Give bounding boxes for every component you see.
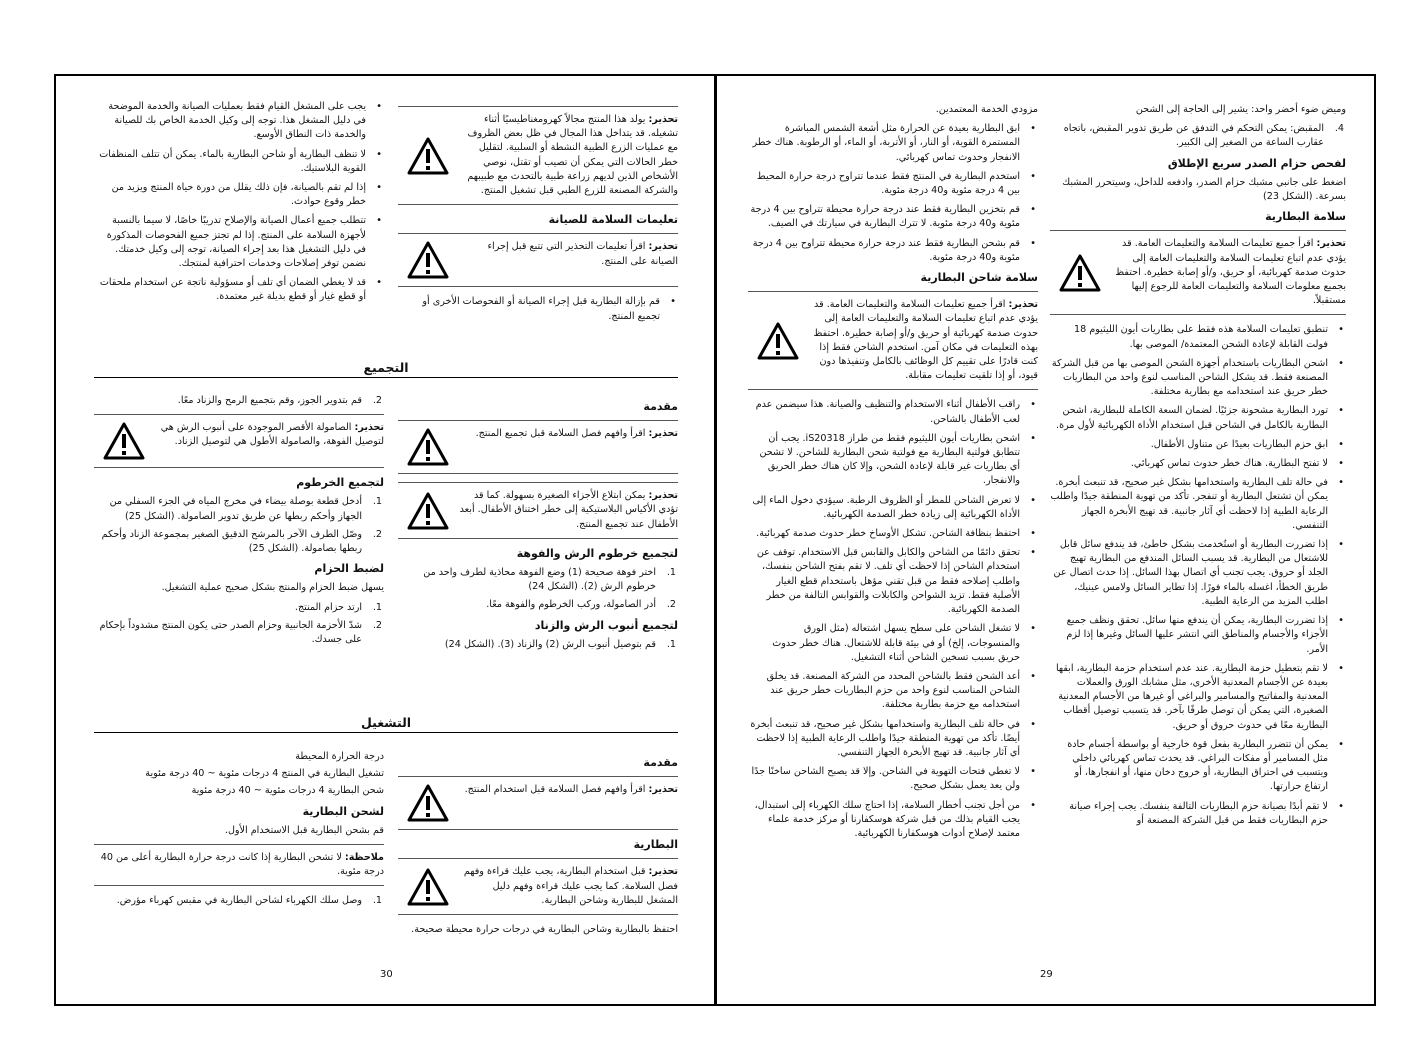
warning-box (398, 420, 678, 474)
warning-box (398, 776, 678, 830)
list-item: • راقب الأطفال أثناء الاستخدام والتنظيف والصيانة. هذا سيضمن عدم لعب الأطفال بالشاحن. (748, 398, 1038, 426)
warning-text: اقرأ وافهم فصل السلامة قبل تجميع المنتج. (475, 428, 646, 440)
heading-belt: لضبط الحزام (314, 562, 384, 576)
step-text: اختر فوهة صحيحة (1) وضع الفوهة محاذية لطرف واحد من خرطوم الرش (2). (الشكل 24) (423, 567, 656, 593)
list-item: • لا تشغل الشاحن على سطح يسهل اشتعاله (مثل الورق والمنسوجات، إلخ) أو في بيئة قابلة للاشتعال. هناك خطر حدوث حريق بسبب تسخين الشاحن أثناء التشغيل. (748, 622, 1038, 665)
section-title-assembly: التجميع (94, 360, 678, 378)
warning-label: تحذير: (354, 422, 384, 434)
heading-introduction: مقدمة (643, 400, 678, 413)
list-item: • اشحن البطاريات باستخدام أجهزة الشحن الموصى بها من قبل الشركة المصنعة فقط. قد يشكل الشاحن المناسب لنوع واحد من البطاريات خطر حريق عند استخدامه مع بطارية مختلفة. (1050, 357, 1346, 400)
warning-triangle-icon (406, 783, 450, 823)
note-text: لا تشحن البطارية إذا كانت درجة حرارة البطارية أعلى من 40 درجة مئوية. (100, 852, 384, 878)
heading-hose: لتجميع الخرطوم (296, 476, 384, 490)
maintenance-list (398, 295, 678, 323)
tube-steps-continued (94, 394, 384, 408)
warning-label: تحذير: (648, 490, 678, 502)
temperature-charging: شحن البطارية 4 درجات مئوية ~ 40 درجة مئوية (191, 785, 384, 797)
warning-label: تحذير: (648, 114, 678, 125)
list-item: • احتفظ بنظافة الشاحن. تشكل الأوساخ خطر حدوث صدمة كهربائية. (748, 527, 1038, 541)
hose-steps (94, 495, 384, 556)
list-item: • يمكن أن تتضرر البطارية بفعل قوة خارجية أو بواسطة أجسام حادة مثل المسامير أو مفكات البراغي. قد يحدث تماس كهربائي داخلي ويتسبب في احتراق البطارية، أو خروج دخان منها، أو انفجارها، أو ارتفاع حرارتها. (1050, 738, 1346, 795)
list-item (398, 638, 678, 652)
heading-introduction: مقدمة (643, 756, 678, 769)
assembly-left-column (94, 394, 384, 652)
step-number: 1. (666, 567, 676, 579)
list-item (94, 495, 384, 523)
operation-right-column (398, 750, 678, 942)
warning-box-small-parts (398, 482, 678, 539)
list-item: • لا تقم أبدًا بصيانة حزم البطاريات التالفة بنفسك. يجب إجراء صيانة حزم البطاريات فقط من قبل الشركة المصنعة أو (1050, 800, 1346, 828)
list-item (398, 566, 678, 594)
list-item (94, 619, 384, 647)
warning-triangle-icon (406, 491, 450, 531)
step-number: 1. (372, 601, 382, 613)
belt-intro: يسهل ضبط الحزام والمنتج بشكل صحيح عملية التشغيل. (161, 582, 384, 594)
list-item (1050, 122, 1346, 150)
warning-text: اقرأ تعليمات التحذير التي تتبع قبل إجراء الصيانة على المنتج. (487, 241, 678, 267)
warning-text: قبل استخدام البطارية، يجب عليك قراءة وفهم فصل السلامة. كما يجب عليك قراءة وفهم دليل المشغل للبطارية وشاحن البطارية. (463, 866, 678, 906)
list-item: • لا تقم بتعطيل حزمة البطارية. عند عدم استخدام حزمة البطارية، ابقها بعيدة عن الأجسام المعدنية الأخرى، مثل مشابك الورق والعملات المعدنية والمفاتيح والمسامير والبراغي أو غيرها من الأجسام المعدنية الصغيرة، التي يمكن أن توصل طرفًا بآخر. قد يتسبب توصيل أقطاب البطارية معًا في حدوث حروق أو حريق. (1050, 662, 1346, 733)
operation-left-column (94, 750, 384, 914)
warning-label: تحذير: (648, 428, 678, 440)
right-page-left-column (748, 103, 1038, 846)
warning-triangle-icon (406, 240, 450, 280)
page-number-left: 30 (380, 969, 393, 980)
list-item: • إذا تضررت البطارية أو استُخدمت بشكل خاطئ، قد يندفع سائل قابل للاشتعال من البطارية. قد يسبب السائل المندفع من البطارية تهيج الجلد أو حروق. يجب تجنب أي اتصال بهذا السائل. إذا حدث اتصال عن طريق الخطأ، اغسله بالماء فورًا. إذا تطاير السائل ولامس عينيك، اطلب المزيد من الرعاية الطبية. (1050, 538, 1346, 609)
list-item: • استخدم البطارية في المنتج فقط عندما تتراوح درجة حرارة المحيط بين 4 درجة مئوية و40 درجة مئوية. (748, 170, 1038, 198)
chest-strap-text: اضغط على جانبي مشبك حزام الصدر، وادفعه للداخل، وسيتحرر المشبك بسرعة. (الشكل 23) (1062, 176, 1346, 203)
step-text: قم بتدوير الجوز، وقم بتجميع الرمح والزناد معًا. (177, 395, 362, 406)
heading-charger-safety: سلامة شاحن البطارية (920, 271, 1038, 285)
step-text: أدخل قطعة بوصلة بيضاء في مخرج المياه في الجزء السفلي من الجهاز وأحكم ربطها عن طريق تدوير الصامولة. (الشكل 25) (109, 496, 362, 522)
list-item: • قم بشحن البطارية فقط عند درجة حرارة محيطة تتراوح بين 4 درجة مئوية و40 درجة مئوية. (748, 237, 1038, 265)
continued-line: مزودي الخدمة المعتمدين. (935, 104, 1038, 115)
tube-steps (398, 638, 678, 652)
list-item: • قم بتخزين البطارية فقط عند درجة حرارة محيطة تتراوح بين 4 درجة مئوية و40 درجة مئوية. لا تترك البطارية في سيارتك في الصيف. (748, 203, 1038, 231)
list-item: • ابق حزم البطاريات بعيدًا عن متناول الأطفال. (1050, 438, 1346, 452)
step-number: 1. (666, 638, 676, 650)
warning-box-maintenance (398, 233, 678, 287)
heading-battery-safety: سلامة البطارية (1265, 210, 1346, 224)
list-item (94, 601, 384, 615)
note-label: ملاحظة: (344, 852, 384, 864)
list-item: • اشحن بطاريات أيون الليثيوم فقط من طراز iS20318. يجب أن تتطابق فولتية البطارية مع فولتية شحن البطارية للشاحن. لا تشحن أي بطاريات غير قابلة لإعادة الشحن، وإلا كان هناك خطر الحريق والانفجار. (748, 432, 1038, 489)
battery-temperature-list (748, 122, 1038, 265)
temperature-operating: تشغيل البطارية في المنتج 4 درجات مئوية ~ 40 درجة مئوية (145, 768, 384, 780)
list-item: • قد لا يغطي الضمان أي تلف أو مسؤولية ناتجة عن استخدام ملحقات أو قطع غيار أو قطع بديلة غير معتمدة. (94, 276, 384, 304)
warning-triangle-icon (1058, 253, 1102, 293)
charge-intro: قم بشحن البطارية قبل الاستخدام الأول. (224, 824, 384, 836)
warning-text: اقرأ جميع تعليمات السلامة والتعليمات العامة. قد يؤدي عدم اتباع تعليمات السلامة والتعليمات العامة إلى حدوث صدمة كهربائية أو حريق و/أو إصابة خطيرة. احتفظ بهذه التعليمات في مكان آمن. استخدم الشاحن فقط إذا كنت قادرًا على تقييم كل الوظائف بالكامل وتنفيذها دون قيود، أو إذا تلقيت تعليمات مقابلة. (813, 299, 1038, 382)
belt-steps (94, 601, 384, 648)
page-divider (714, 74, 717, 1006)
list-item: • إذا تضررت البطارية، يمكن أن يندفع منها سائل. تحقق ونظف جميع الأجزاء والأجسام والمناطق التي انتشر عليها السائل وغيرها إذا لزم الأمر. (1050, 614, 1346, 657)
heading-battery: البطارية (633, 838, 678, 852)
list-item: • لا تعرض الشاحن للمطر أو الظروف الرطبة. سيؤدي دخول الماء إلى الأداة الكهربائية إلى زيادة خطر الصدمة الكهربائية. (748, 494, 1038, 522)
step-text: قم بتوصيل أنبوب الرش (2) والزناد (3). (الشكل 24) (444, 638, 656, 650)
list-item (94, 528, 384, 556)
step-number: 1. (372, 895, 382, 907)
nozzle-steps (398, 566, 678, 613)
warning-box-nut (94, 414, 384, 468)
warning-triangle-icon (406, 136, 450, 176)
warning-text: الصامولة الأقصر الموجودة على أنبوب الرش هي لتوصيل الفوهة، والصامولة الأطول هي لتوصيل الزناد. (160, 422, 384, 448)
list-item: • تورد البطارية مشحونة جزئيًا. لضمان السعة الكاملة للبطارية، اشحن البطارية بالكامل في الشاحن قبل استخدام الأداة الكهربائية لأول مرة. (1050, 404, 1346, 432)
list-item: • من أجل تجنب أخطار السلامة، إذا احتاج سلك الكهرباء إلى استبدال، يجب القيام بذلك من قبل شركة هوسكفارنا أو مركز خدمة علماء معتمد لإصلاح أدوات هوسكفارنا الكهربائية. (748, 799, 1038, 842)
warning-box-emf (398, 106, 678, 205)
step-text: المقبض: يمكن التحكم في التدفق عن طريق تدوير المقبض، باتجاه عقارب الساعة من الصغير إلى الكبير. (1063, 123, 1324, 149)
left-page-top-right-column (398, 100, 678, 329)
warning-triangle-icon (406, 427, 450, 467)
warning-text: يمكن ابتلاع الأجزاء الصغيرة بسهولة. كما قد تؤدي الأكياس البلاستيكية إلى خطر اختناق الأطفال. أبعد الأطفال عند تجميع المنتج. (459, 490, 678, 530)
list-item: • لا تفتح البطارية. هناك خطر حدوث تماس كهربائي. (1050, 457, 1346, 471)
list-item: • لا تنظف البطارية أو شاحن البطارية بالماء. يمكن أن تتلف المنظفات القوية البلاستيك. (94, 148, 384, 176)
warning-text: يولد هذا المنتج مجالاً كهرومغناطيسيًا أثناء تشغيله. قد يتداخل هذا المجال في ظل بعض الظروف مع عمليات الزرع الطبية النشطة أو السلبية. لتقليل خطر الحالات التي يمكن أن تصيب أو تقتل، نوصي الأشخاص الذين لديهم زراعة طبية بالتحدث مع طبيبهم والشركة المصنعة للزرع الطبي قبل تشغيل المنتج. (467, 114, 678, 197)
warning-label: تحذير: (1316, 238, 1346, 250)
step-text: شدّ الأحزمة الجانبية وحزام الصدر حتى يكون المنتج مشدوداً بإحكام على جسدك. (99, 619, 362, 646)
warning-label: تحذير: (648, 241, 678, 253)
list-item: • قم بإزالة البطارية قبل إجراء الصيانة أو الفحوصات الأخرى أو تجميع المنتج. (398, 295, 678, 323)
warning-label: تحذير: (1008, 299, 1038, 311)
heading-hose-nozzle: لتجميع خرطوم الرش والفوهة (516, 546, 678, 560)
list-item: • لا تغطي فتحات التهوية في الشاحن. وإلا قد يصبح الشاحن ساخنًا جدًا ولن يعد يعمل بشكل صحيح. (748, 765, 1038, 793)
list-item: • في حالة تلف البطارية واستخدامها بشكل غير صحيح، قد تنبعث أبخرة أيضًا. تأكد من تهوية المنطقة جيدًا واطلب الرعاية الطبية إذا لاحظت أي آثار جانبية. قد تهيج الأبخرة الجهاز التنفسي. (748, 718, 1038, 761)
list-item (398, 598, 678, 612)
heading-maintenance-safety: تعليمات السلامة للصيانة (548, 213, 678, 227)
warning-triangle-icon (406, 867, 450, 907)
maintenance-list-continued (94, 100, 384, 305)
step-text: وصل سلك الكهرباء لشاحن البطارية في مقبس كهرباء مؤرض. (116, 895, 362, 907)
note-box (94, 844, 384, 886)
step-text: أدر الصامولة، وركب الخرطوم والفوهة معًا. (486, 599, 656, 611)
heading-charge-battery: لشحن البطارية (302, 804, 384, 818)
warning-text: اقرأ وافهم فصل السلامة قبل استخدام المنتج. (464, 784, 646, 796)
list-item: • تتطلب جميع أعمال الصيانة والإصلاح تدريبًا خاصًا، لا سيما بالنسبة لأجهزة السلامة على المنتج. إذا لم تجتز جميع الفحوصات المذكورة في دليل التشغيل هذا بعد إجراء الصيانة، توجه إلى وكيل خدمتك. نضمن توفر إصلاحات وخدمات احترافية لمنتجك. (94, 214, 384, 271)
warning-box (1050, 230, 1346, 315)
page-number-right: 29 (1040, 969, 1053, 980)
step-number: 2. (372, 395, 382, 406)
step-number: 4. (1334, 123, 1344, 135)
battery-temperature-text: احتفظ بالبطارية وشاحن البطارية في درجات حرارة محيطة صحيحة. (411, 924, 678, 936)
charger-safety-list (748, 398, 1038, 841)
list-item: • إذا لم تقم بالصيانة، فإن ذلك يقلل من دورة حياة المنتج ويزيد من خطر وقوع حوادث. (94, 181, 384, 209)
list-item (94, 894, 384, 908)
warning-label: تحذير: (648, 784, 678, 796)
step-number: 2. (372, 528, 382, 540)
list-item: • في حالة تلف البطارية واستخدامها بشكل غير صحيح، قد تنبعث أبخرة. يمكن أن تشتعل البطارية أو تنفجر. تأكد من تهوية المنطقة جيدًا واطلب الرعاية الطبية إذا لاحظت أي آثار جانبية. قد تهيج الأبخرة الجهاز التنفسي. (1050, 476, 1346, 533)
list-item: • تنطبق تعليمات السلامة هذه فقط على بطاريات أيون الليثيوم 18 فولت القابلة لإعادة الشحن المعتمدة/ الموصى بها. (1050, 323, 1346, 351)
warning-box-battery (398, 858, 678, 915)
step-number: 2. (372, 619, 382, 631)
left-page-top-left-column (94, 100, 384, 310)
handle-step (1050, 122, 1346, 150)
step-number: 2. (666, 599, 676, 611)
step-number: 1. (372, 496, 382, 508)
right-page-right-column (1050, 103, 1346, 833)
charge-steps (94, 894, 384, 908)
warning-label: تحذير: (648, 866, 678, 878)
list-item: • تحقق دائمًا من الشاحن والكابل والقابس قبل الاستخدام. توقف عن استخدام الشاحن إذا لاحظت أي تلف. لا تقم بفتح الشاحن بنفسك، واطلب إصلاحه فقط من قبل تقني مؤهل باستخدام قطع الغيار الأصلية فقط. تزيد الشواحن والكابلات والقوابس التالفة من خطر الصدمة الكهربائية. (748, 546, 1038, 617)
temperature-heading: درجة الحرارة المحيطة (295, 751, 384, 762)
warning-box (748, 291, 1038, 390)
assembly-right-column (398, 394, 678, 657)
list-item (94, 394, 384, 408)
warning-text: اقرأ جميع تعليمات السلامة والتعليمات العامة. قد يؤدي عدم اتباع تعليمات السلامة والتعليمات العامة إلى حدوث صدمة كهربائية، أو حريق، و/أو إصابة خطيرة. احتفظ بجميع معلومات السلامة والتعليمات العامة للرجوع إليها مستقبلاً. (1115, 238, 1346, 307)
battery-safety-list (1050, 323, 1346, 828)
indicator-line: وميض ضوء أخضر واحد: يشير إلى الحاجة إلى الشحن (1135, 104, 1346, 115)
heading-chest-strap: لفحص حزام الصدر سريع الإطلاق (1167, 156, 1346, 170)
list-item: • يجب على المشغل القيام فقط بعمليات الصيانة والخدمة الموضحة في دليل المشغل هذا. توجه إلى وكيل الخدمة الخاص بك للصيانة والخدمة ذات النطاق الأوسع. (94, 100, 384, 143)
heading-spray-tube: لتجميع أنبوب الرش والزناد (534, 618, 678, 632)
warning-triangle-icon (102, 421, 146, 461)
list-item: • أعد الشحن فقط بالشاحن المحدد من الشركة المصنعة. قد يخلق الشاحن المناسب لنوع واحد من حزم البطاريات خطر حريق عند استخدامه مع حزمة بطارية مختلفة. (748, 670, 1038, 713)
step-text: ارتد حزام المنتج. (294, 601, 362, 613)
list-item: • ابق البطارية بعيدة عن الحرارة مثل أشعة الشمس المباشرة المستمرة القوية، أو النار، أو الأتربة، أو الماء، أو الرطوبة. هناك خطر الانفجار وحدوث تماس كهربائي. (748, 122, 1038, 165)
warning-triangle-icon (756, 321, 800, 361)
section-title-operation: التشغيل (94, 715, 678, 733)
step-text: وصّل الطرف الآخر بالمرشح الدقيق الصغير بمجموعة الزناد وأحكم ربطها بصامولة. (الشكل 25) (101, 528, 362, 555)
